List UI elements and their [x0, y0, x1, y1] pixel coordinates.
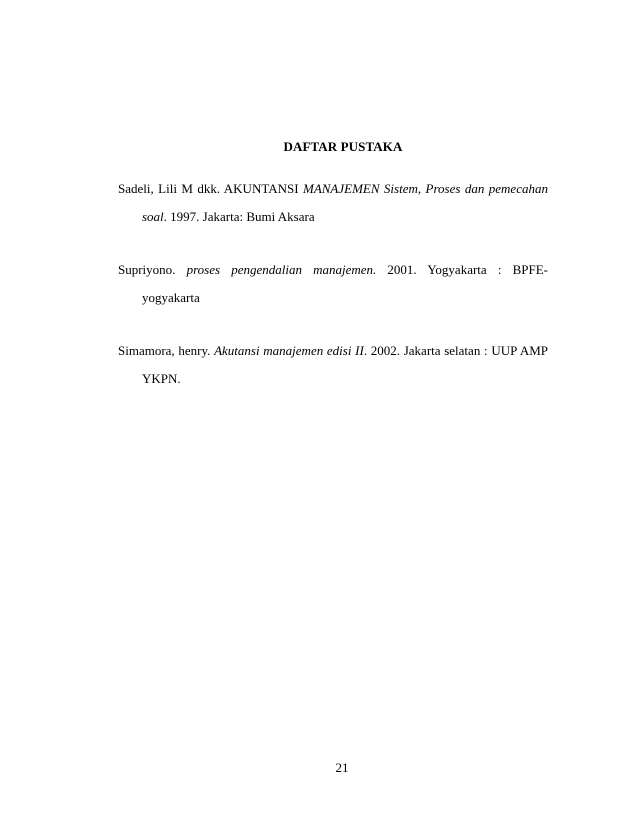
- reference-item: [118, 337, 548, 392]
- reference-title: MANAJEMEN Sistem, Proses dan pemecahan soal: [142, 181, 548, 224]
- reference-details: 2001. Yogyakarta : BPFE-yogyakarta: [142, 262, 548, 305]
- reference-item: [118, 175, 548, 230]
- reference-author: Simamora, henry.: [118, 343, 211, 358]
- reference-author: Supriyono.: [118, 262, 176, 277]
- reference-prefix: AKUNTANSI: [220, 181, 303, 196]
- reference-list: [118, 175, 548, 418]
- reference-title: Akutansi manajemen edisi II: [214, 343, 364, 358]
- reference-details: . 1997. Jakarta: Bumi Aksara: [163, 208, 315, 224]
- page-title: DAFTAR PUSTAKA: [283, 139, 403, 154]
- reference-details: . 2002. Jakarta selatan : UUP AMP YKPN.: [142, 343, 549, 386]
- reference-prefix: [175, 262, 186, 277]
- reference-item: [118, 256, 548, 311]
- page-number: 21: [335, 760, 349, 775]
- reference-author: Sadeli, Lili M dkk.: [118, 181, 221, 196]
- reference-title: proses pengendalian manajemen.: [186, 262, 377, 277]
